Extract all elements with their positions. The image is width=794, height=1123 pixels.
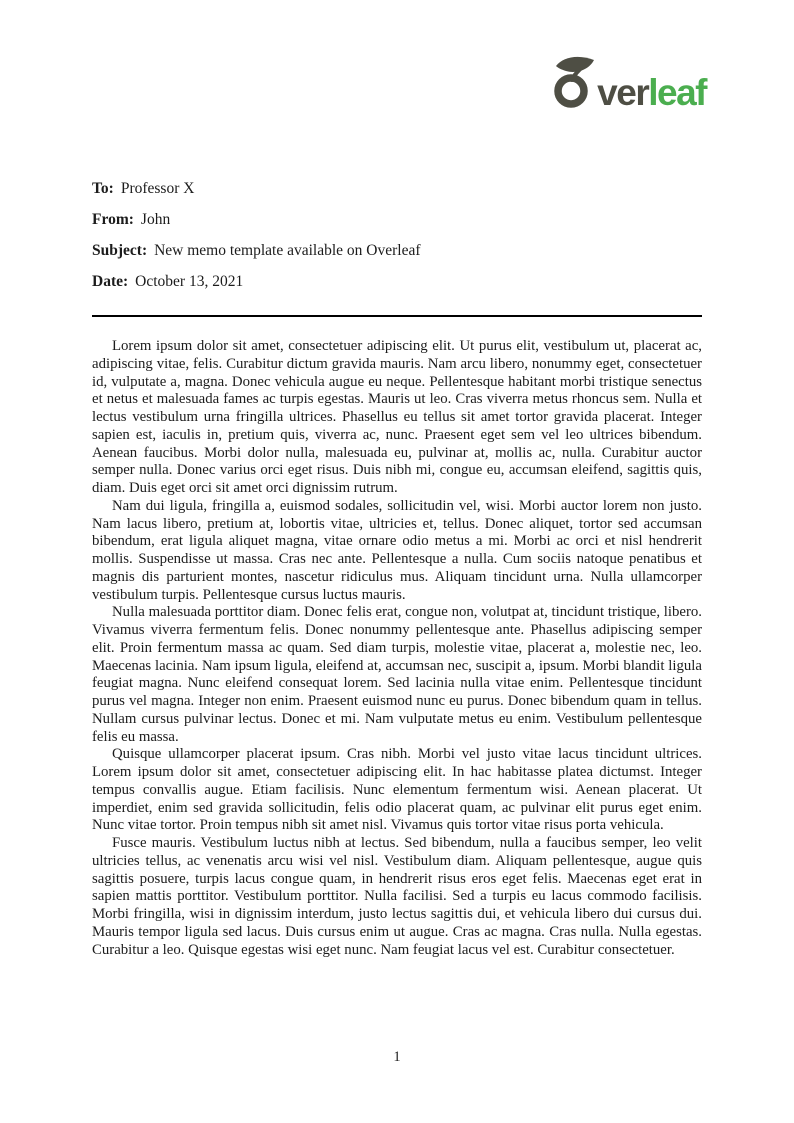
memo-field-value: New memo template available on Overleaf [154, 242, 421, 259]
page-number: 1 [393, 1049, 401, 1065]
memo-field-from [92, 212, 702, 228]
body-paragraph-1: Lorem ipsum dolor sit amet, consectetuer adipiscing elit. Ut purus elit, vestibulum ut, placerat ac, adipiscing vitae, felis. Curabitur dictum gravida mauris. Nam arcu libero, nonummy eget, consectetuer id, vulputate a, magna. Donec vehicula augue eu neque. Pellentesque habitant morbi tristique senectus et netus et malesuada fames ac turpis egestas. Mauris ut leo. Cras viverra metus rhoncus sem. Nulla et lectus vestibulum urna fringilla ultrices. Phasellus eu tellus sit amet tortor gravida placerat. Integer sapien est, iaculis in, pretium quis, viverra ac, nunc. Praesent eget sem vel leo ultrices bibendum. Aenean faucibus. Morbi dolor nulla, malesuada eu, pulvinar at, mollis ac, nulla. Curabitur auctor semper nulla. Donec varius orci eget risus. Duis nibh mi, congue eu, accumsan eleifend, sagittis quis, diam. Duis eget orci sit amet orci dignissim rutrum. [92, 338, 702, 496]
memo-field-label: From: [92, 211, 134, 228]
memo-field-value: John [140, 211, 171, 228]
memo-header [92, 181, 702, 305]
memo-field-label: Subject: [92, 242, 148, 259]
body-paragraph-2: Nam dui ligula, fringilla a, euismod sodales, sollicitudin vel, wisi. Morbi auctor lorem non justo. Nam lacus libero, pretium at, lobortis vitae, ultricies et, tellus. Donec aliquet, tortor sed accumsan bibendum, erat ligula aliquet magna, vitae ornare odio metus a mi. Morbi ac orci et nisl hendrerit mollis. Suspendisse ut massa. Cras nec ante. Pellentesque a nulla. Cum sociis natoque penatibus et magnis dis parturient montes, nascetur ridiculus mus. Aliquam tincidunt urna. Nulla ullamcorper vestibulum turpis. Pellentesque cursus luctus mauris. [92, 497, 702, 603]
body-paragraph-4: Quisque ullamcorper placerat ipsum. Cras nibh. Morbi vel justo vitae lacus tincidunt ultrices. Lorem ipsum dolor sit amet, consectetuer adipiscing elit. In hac habitasse platea dictumst. Integer tempus convallis augue. Etiam facilisis. Nunc elementum fermentum wisi. Aenean placerat. Ut imperdiet, enim sed gravida sollicitudin, felis odio placerat quam, ac pulvinar elit purus eget enim. Nunc vitae tortor. Proin tempus nibh sit amet nisl. Vivamus quis tortor vitae risus porta vehicula. [92, 746, 702, 834]
memo-body [92, 338, 702, 959]
memo-field-value: Professor X [120, 180, 195, 197]
memo-field-label: To: [92, 180, 114, 197]
logo-text-green: leaf [648, 72, 706, 114]
overleaf-o-leaf-icon [554, 56, 596, 108]
memo-field-to [92, 181, 702, 197]
divider-rule [92, 315, 702, 317]
memo-field-value: October 13, 2021 [135, 273, 244, 290]
overleaf-logo [554, 56, 706, 114]
body-paragraph-5: Fusce mauris. Vestibulum luctus nibh at lectus. Sed bibendum, nulla a faucibus semper, leo velit ultricies tellus, ac venenatis arcu wisi vel nisl. Vestibulum diam. Aliquam pellentesque, augue quis sagittis posuere, turpis lacus congue quam, in hendrerit risus eros eget felis. Maecenas eget erat in sapien mattis porttitor. Vestibulum porttitor. Nulla facilisi. Sed a turpis eu lacus commodo facilisis. Morbi fringilla, wisi in dignissim interdum, justo lectus sagittis dui, et vehicula libero dui cursus dui. Mauris tempor ligula sed lacus. Duis cursus enim ut augue. Cras ac magna. Cras nulla. Nulla egestas. Curabitur a leo. Quisque egestas wisi eget nunc. Nam feugiat lacus vel est. Curabitur consectetuer. [92, 835, 702, 958]
memo-field-date [92, 274, 702, 290]
memo-field-label: Date: [92, 273, 129, 290]
body-paragraph-3: Nulla malesuada porttitor diam. Donec felis erat, congue non, volutpat at, tincidunt tristique, libero. Vivamus viverra fermentum felis. Donec nonummy pellentesque ante. Phasellus adipiscing semper elit. Proin fermentum massa ac quam. Sed diam turpis, molestie vitae, placerat a, molestie nec, leo. Maecenas lacinia. Nam ipsum ligula, eleifend at, accumsan nec, suscipit a, ipsum. Morbi blandit ligula feugiat magna. Nunc eleifend consequat lorem. Sed lacinia nulla vitae enim. Pellentesque tincidunt purus vel magna. Integer non enim. Praesent euismod nunc eu purus. Donec bibendum quam in tellus. Nullam cursus pulvinar lectus. Donec et mi. Nam vulputate metus eu enim. Vestibulum pellentesque felis eu massa. [92, 604, 702, 745]
memo-field-subject [92, 243, 702, 259]
logo-text-gray: ver [597, 72, 649, 114]
